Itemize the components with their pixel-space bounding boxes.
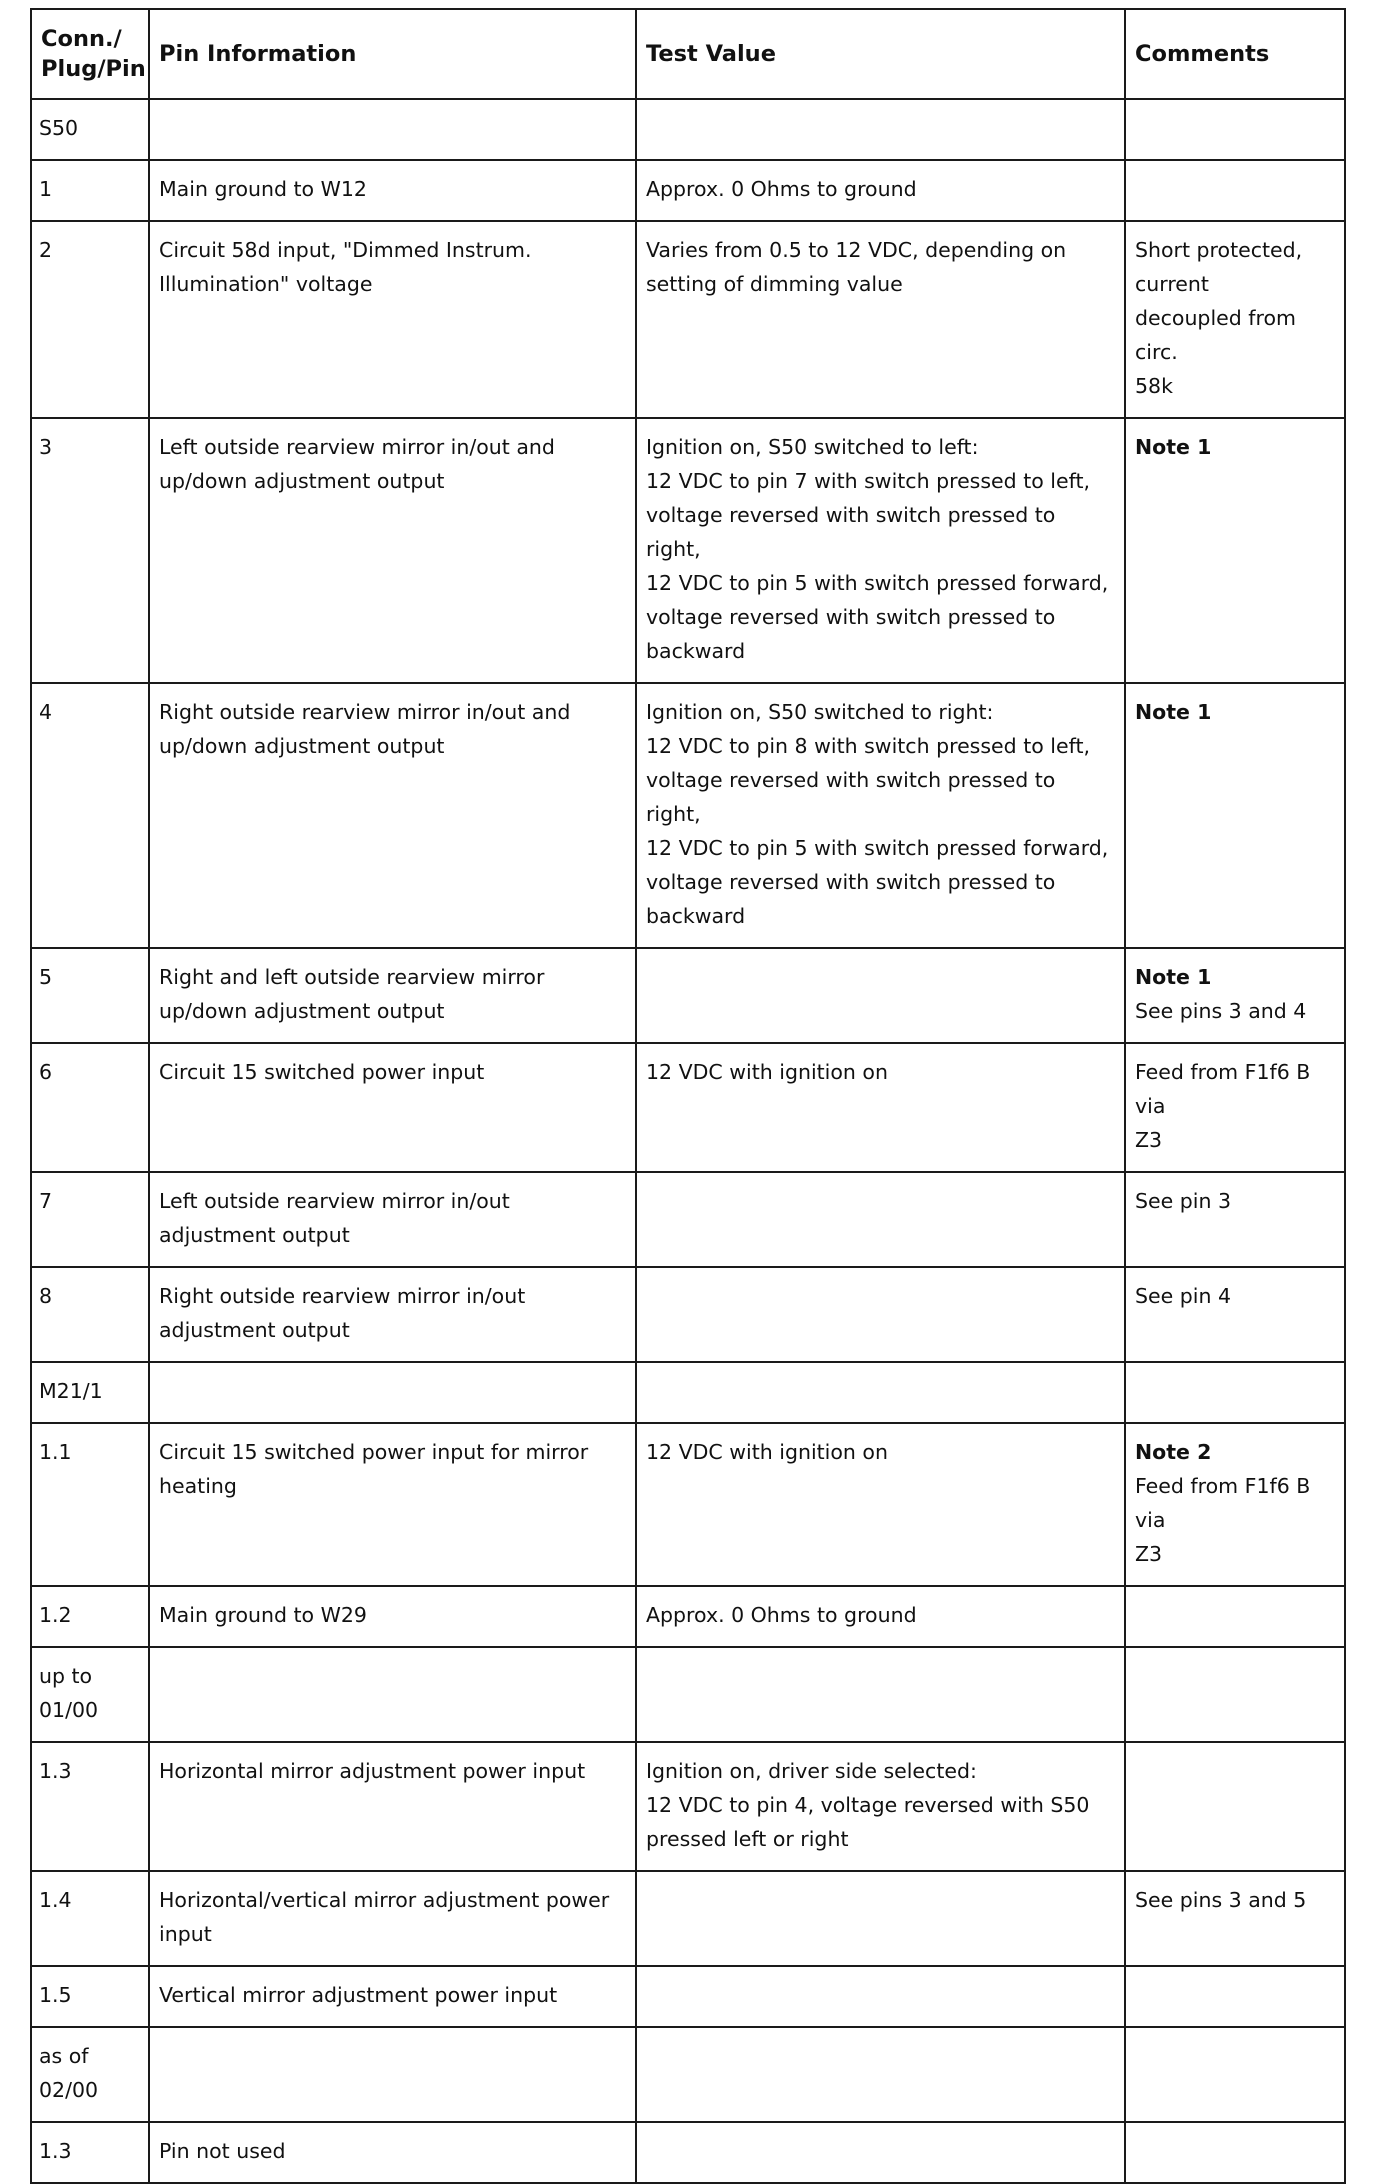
cell-conn-plug-pin <box>31 1586 149 1647</box>
cell-conn-plug-pin <box>31 683 149 948</box>
cell-test-value-line: voltage reversed with switch pressed to <box>646 605 1056 629</box>
cell-conn-plug-pin <box>31 1871 149 1966</box>
cell-test-value-line: voltage reversed with switch pressed to right, <box>646 768 1056 826</box>
cell-comments-line: 58k <box>1135 374 1173 398</box>
cell-conn-plug-pin-line: 1.2 <box>39 1603 72 1627</box>
cell-pin-information <box>149 2027 636 2122</box>
cell-pin-information-line: Circuit 15 switched power input for mirror <box>159 1440 589 1464</box>
cell-test-value-line: pressed left or right <box>646 1827 849 1851</box>
table-row <box>31 160 1345 221</box>
cell-comments-line: Short protected, <box>1135 238 1303 262</box>
cell-pin-information-line: up/down adjustment output <box>159 734 445 758</box>
cell-test-value-line: Approx. 0 Ohms to ground <box>646 1603 917 1627</box>
table-row <box>31 1647 1345 1742</box>
cell-conn-plug-pin <box>31 948 149 1043</box>
cell-comments-line: See pin 3 <box>1135 1189 1232 1213</box>
cell-conn-plug-pin-line: 02/00 <box>39 2078 99 2102</box>
table-row <box>31 1742 1345 1871</box>
cell-comments <box>1125 1647 1345 1742</box>
cell-comments-line: Z3 <box>1135 1542 1163 1566</box>
cell-test-value <box>636 99 1125 160</box>
cell-conn-plug-pin <box>31 221 149 418</box>
cell-conn-plug-pin-line: 1.1 <box>39 1440 72 1464</box>
cell-test-value-line: 12 VDC to pin 5 with switch pressed forward, <box>646 836 1109 860</box>
cell-test-value <box>636 683 1125 948</box>
cell-test-value <box>636 948 1125 1043</box>
cell-pin-information <box>149 1966 636 2027</box>
cell-comments-line: See pins 3 and 5 <box>1135 1888 1307 1912</box>
header-label: Pin Information <box>159 41 357 67</box>
cell-conn-plug-pin-line: 4 <box>39 700 53 724</box>
cell-comments-line: Note 1 <box>1135 700 1212 724</box>
cell-comments <box>1125 418 1345 683</box>
cell-pin-information-line: Main ground to W12 <box>159 177 367 201</box>
cell-pin-information-line: up/down adjustment output <box>159 999 445 1023</box>
cell-pin-information <box>149 948 636 1043</box>
cell-comments <box>1125 1267 1345 1362</box>
cell-test-value <box>636 1043 1125 1172</box>
cell-comments-line: See pins 3 and 4 <box>1135 999 1307 1023</box>
cell-comments <box>1125 1423 1345 1586</box>
table-row <box>31 1362 1345 1423</box>
cell-comments-line: See pin 4 <box>1135 1284 1232 1308</box>
cell-comments-line: Note 2 <box>1135 1440 1212 1464</box>
cell-pin-information <box>149 1172 636 1267</box>
cell-test-value-line: Ignition on, driver side selected: <box>646 1759 977 1783</box>
cell-comments-line: Note 1 <box>1135 435 1212 459</box>
cell-comments-line: Feed from F1f6 B via <box>1135 1060 1311 1118</box>
cell-comments <box>1125 2027 1345 2122</box>
cell-pin-information <box>149 1423 636 1586</box>
cell-test-value-line: 12 VDC to pin 4, voltage reversed with S50 <box>646 1793 1090 1817</box>
cell-test-value <box>636 1267 1125 1362</box>
cell-pin-information-line: Illumination" voltage <box>159 272 373 296</box>
cell-test-value-line: 12 VDC to pin 8 with switch pressed to left, <box>646 734 1091 758</box>
cell-test-value <box>636 221 1125 418</box>
cell-comments <box>1125 683 1345 948</box>
cell-comments <box>1125 1966 1345 2027</box>
cell-comments <box>1125 1362 1345 1423</box>
cell-conn-plug-pin-line: 1.3 <box>39 2139 72 2163</box>
cell-test-value <box>636 2027 1125 2122</box>
cell-pin-information <box>149 2122 636 2183</box>
cell-conn-plug-pin-line: 8 <box>39 1284 53 1308</box>
cell-comments-line: Note 1 <box>1135 965 1212 989</box>
column-header-comments <box>1125 9 1345 99</box>
table-row <box>31 99 1345 160</box>
cell-comments <box>1125 1871 1345 1966</box>
cell-conn-plug-pin <box>31 2122 149 2183</box>
cell-comments <box>1125 1172 1345 1267</box>
cell-test-value <box>636 1586 1125 1647</box>
cell-comments <box>1125 221 1345 418</box>
table-row <box>31 2122 1345 2183</box>
cell-pin-information-line: Right outside rearview mirror in/out <box>159 1284 526 1308</box>
table-row <box>31 683 1345 948</box>
column-header-pin-information <box>149 9 636 99</box>
cell-test-value <box>636 418 1125 683</box>
cell-pin-information-line: adjustment output <box>159 1318 350 1342</box>
cell-comments <box>1125 160 1345 221</box>
cell-conn-plug-pin-line: M21/1 <box>39 1379 103 1403</box>
cell-conn-plug-pin <box>31 1742 149 1871</box>
table-row <box>31 1966 1345 2027</box>
cell-test-value-line: Ignition on, S50 switched to left: <box>646 435 979 459</box>
cell-pin-information <box>149 683 636 948</box>
cell-test-value <box>636 1647 1125 1742</box>
cell-test-value-line: 12 VDC with ignition on <box>646 1440 888 1464</box>
cell-test-value <box>636 160 1125 221</box>
cell-test-value-line: backward <box>646 904 746 928</box>
cell-test-value <box>636 1172 1125 1267</box>
cell-conn-plug-pin <box>31 1647 149 1742</box>
cell-conn-plug-pin-line: 1.5 <box>39 1983 72 2007</box>
table-row <box>31 948 1345 1043</box>
table-row <box>31 2027 1345 2122</box>
pin-assignment-table <box>30 8 1346 2184</box>
cell-comments <box>1125 1043 1345 1172</box>
cell-pin-information <box>149 1742 636 1871</box>
column-header-conn-plug-pin <box>31 9 149 99</box>
cell-comments <box>1125 2122 1345 2183</box>
cell-pin-information-line: input <box>159 1922 212 1946</box>
table-row <box>31 418 1345 683</box>
cell-comments-line: decoupled from circ. <box>1135 306 1296 364</box>
cell-pin-information-line: Pin not used <box>159 2139 286 2163</box>
cell-conn-plug-pin-line: 3 <box>39 435 53 459</box>
table-row <box>31 1267 1345 1362</box>
table-body <box>31 99 1345 2183</box>
cell-pin-information <box>149 160 636 221</box>
cell-conn-plug-pin <box>31 160 149 221</box>
cell-pin-information-line: Circuit 15 switched power input <box>159 1060 485 1084</box>
cell-pin-information-line: Horizontal mirror adjustment power input <box>159 1759 586 1783</box>
cell-conn-plug-pin-line: 7 <box>39 1189 53 1213</box>
cell-pin-information <box>149 221 636 418</box>
cell-conn-plug-pin-line: 1.4 <box>39 1888 72 1912</box>
cell-pin-information <box>149 99 636 160</box>
cell-pin-information <box>149 1647 636 1742</box>
cell-pin-information <box>149 1871 636 1966</box>
cell-comments <box>1125 99 1345 160</box>
column-header-test-value <box>636 9 1125 99</box>
cell-conn-plug-pin-line: 1.3 <box>39 1759 72 1783</box>
cell-pin-information-line: Circuit 58d input, "Dimmed Instrum. <box>159 238 532 262</box>
cell-test-value-line: Ignition on, S50 switched to right: <box>646 700 994 724</box>
cell-pin-information-line: Horizontal/vertical mirror adjustment power <box>159 1888 610 1912</box>
cell-comments <box>1125 1742 1345 1871</box>
cell-test-value-line: voltage reversed with switch pressed to right, <box>646 503 1056 561</box>
cell-test-value <box>636 1871 1125 1966</box>
cell-pin-information-line: up/down adjustment output <box>159 469 445 493</box>
cell-conn-plug-pin <box>31 1362 149 1423</box>
cell-pin-information-line: Main ground to W29 <box>159 1603 367 1627</box>
cell-comments <box>1125 1586 1345 1647</box>
cell-test-value-line: Varies from 0.5 to 12 VDC, depending on <box>646 238 1067 262</box>
cell-pin-information-line: Vertical mirror adjustment power input <box>159 1983 558 2007</box>
cell-pin-information <box>149 1586 636 1647</box>
cell-pin-information <box>149 1362 636 1423</box>
table-header-row <box>31 9 1345 99</box>
cell-test-value <box>636 1423 1125 1586</box>
cell-conn-plug-pin <box>31 418 149 683</box>
cell-conn-plug-pin-line: 01/00 <box>39 1698 99 1722</box>
cell-pin-information-line: Left outside rearview mirror in/out <box>159 1189 510 1213</box>
cell-test-value <box>636 1362 1125 1423</box>
table-row <box>31 1871 1345 1966</box>
cell-comments-line: current <box>1135 272 1209 296</box>
cell-pin-information <box>149 1043 636 1172</box>
table-row <box>31 221 1345 418</box>
cell-pin-information <box>149 1267 636 1362</box>
cell-conn-plug-pin-line: as of <box>39 2044 89 2068</box>
table-row <box>31 1586 1345 1647</box>
cell-test-value-line: voltage reversed with switch pressed to <box>646 870 1056 894</box>
cell-pin-information-line: Right outside rearview mirror in/out and <box>159 700 571 724</box>
cell-conn-plug-pin-line: S50 <box>39 116 79 140</box>
table-row <box>31 1172 1345 1267</box>
cell-comments <box>1125 948 1345 1043</box>
cell-comments-line: Feed from F1f6 B via <box>1135 1474 1311 1532</box>
cell-test-value-line: Approx. 0 Ohms to ground <box>646 177 917 201</box>
cell-pin-information-line: adjustment output <box>159 1223 350 1247</box>
cell-test-value <box>636 1966 1125 2027</box>
cell-pin-information-line: Right and left outside rearview mirror <box>159 965 545 989</box>
cell-pin-information <box>149 418 636 683</box>
cell-test-value <box>636 1742 1125 1871</box>
cell-test-value-line: setting of dimming value <box>646 272 903 296</box>
cell-conn-plug-pin <box>31 1172 149 1267</box>
cell-test-value-line: 12 VDC with ignition on <box>646 1060 888 1084</box>
cell-conn-plug-pin-line: 5 <box>39 965 53 989</box>
cell-pin-information-line: heating <box>159 1474 237 1498</box>
cell-conn-plug-pin <box>31 1043 149 1172</box>
cell-conn-plug-pin-line: 2 <box>39 238 53 262</box>
cell-test-value <box>636 2122 1125 2183</box>
cell-conn-plug-pin <box>31 1267 149 1362</box>
cell-conn-plug-pin-line: 1 <box>39 177 53 201</box>
table-row <box>31 1043 1345 1172</box>
header-label: Conn./ Plug/Pin <box>41 26 146 82</box>
cell-conn-plug-pin <box>31 99 149 160</box>
cell-test-value-line: 12 VDC to pin 5 with switch pressed forward, <box>646 571 1109 595</box>
cell-test-value-line: 12 VDC to pin 7 with switch pressed to left, <box>646 469 1091 493</box>
header-label: Test Value <box>646 41 776 67</box>
cell-conn-plug-pin <box>31 2027 149 2122</box>
cell-test-value-line: backward <box>646 639 746 663</box>
cell-conn-plug-pin <box>31 1423 149 1586</box>
cell-conn-plug-pin-line: 6 <box>39 1060 53 1084</box>
table-row <box>31 1423 1345 1586</box>
cell-conn-plug-pin-line: up to <box>39 1664 93 1688</box>
cell-comments-line: Z3 <box>1135 1128 1163 1152</box>
cell-conn-plug-pin <box>31 1966 149 2027</box>
cell-pin-information-line: Left outside rearview mirror in/out and <box>159 435 555 459</box>
header-label: Comments <box>1135 41 1270 67</box>
